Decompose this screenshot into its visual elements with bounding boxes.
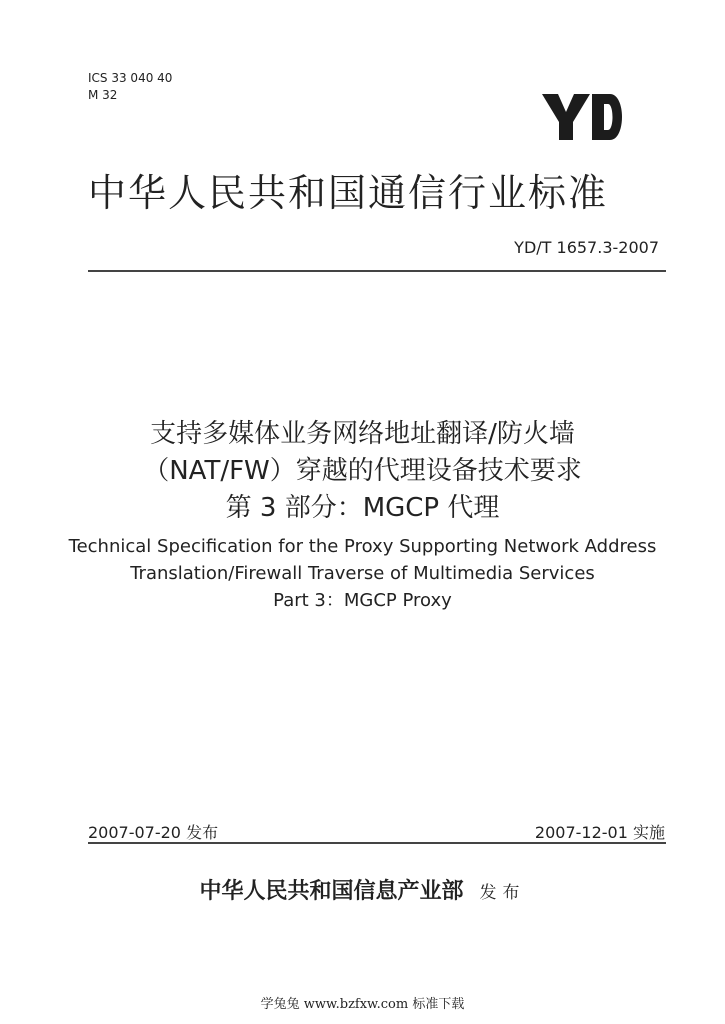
bottom-divider xyxy=(88,842,666,844)
english-title xyxy=(0,533,725,614)
english-title-line-1: Technical Specification for the Proxy Supporting Network Address xyxy=(68,536,657,557)
publisher xyxy=(0,874,725,905)
yd-logo xyxy=(540,92,628,142)
watermark-footer: 学兔兔 www.bzfxw.com 标准下载 xyxy=(260,997,465,1012)
publisher-suffix: 发布 xyxy=(479,883,526,903)
classification-codes xyxy=(88,70,172,104)
yd-logo-y xyxy=(542,94,590,140)
standard-number: YD/T 1657.3-2007 xyxy=(514,238,659,257)
ccs-code: M 32 xyxy=(88,88,118,102)
standard-category-title: 中华人民共和国通信行业标准 xyxy=(88,171,609,215)
chinese-title xyxy=(0,416,725,527)
chinese-title-line-3: 第 3 部分：MGCP 代理 xyxy=(225,493,500,523)
english-title-line-2: Translation/Firewall Traverse of Multimedia Services xyxy=(130,563,595,584)
chinese-title-line-1: 支持多媒体业务网络地址翻译/防火墙 xyxy=(150,419,575,449)
yd-logo-d xyxy=(592,94,622,140)
ics-code: ICS 33 040 40 xyxy=(88,71,173,85)
publisher-name: 中华人民共和国信息产业部 xyxy=(199,878,464,904)
top-divider xyxy=(88,270,666,272)
issue-date: 2007-07-20 发布 xyxy=(88,823,219,842)
chinese-title-line-2: （NAT/FW）穿越的代理设备技术要求 xyxy=(143,456,582,486)
effective-date: 2007-12-01 实施 xyxy=(534,823,665,842)
english-title-line-3: Part 3：MGCP Proxy xyxy=(273,590,452,611)
